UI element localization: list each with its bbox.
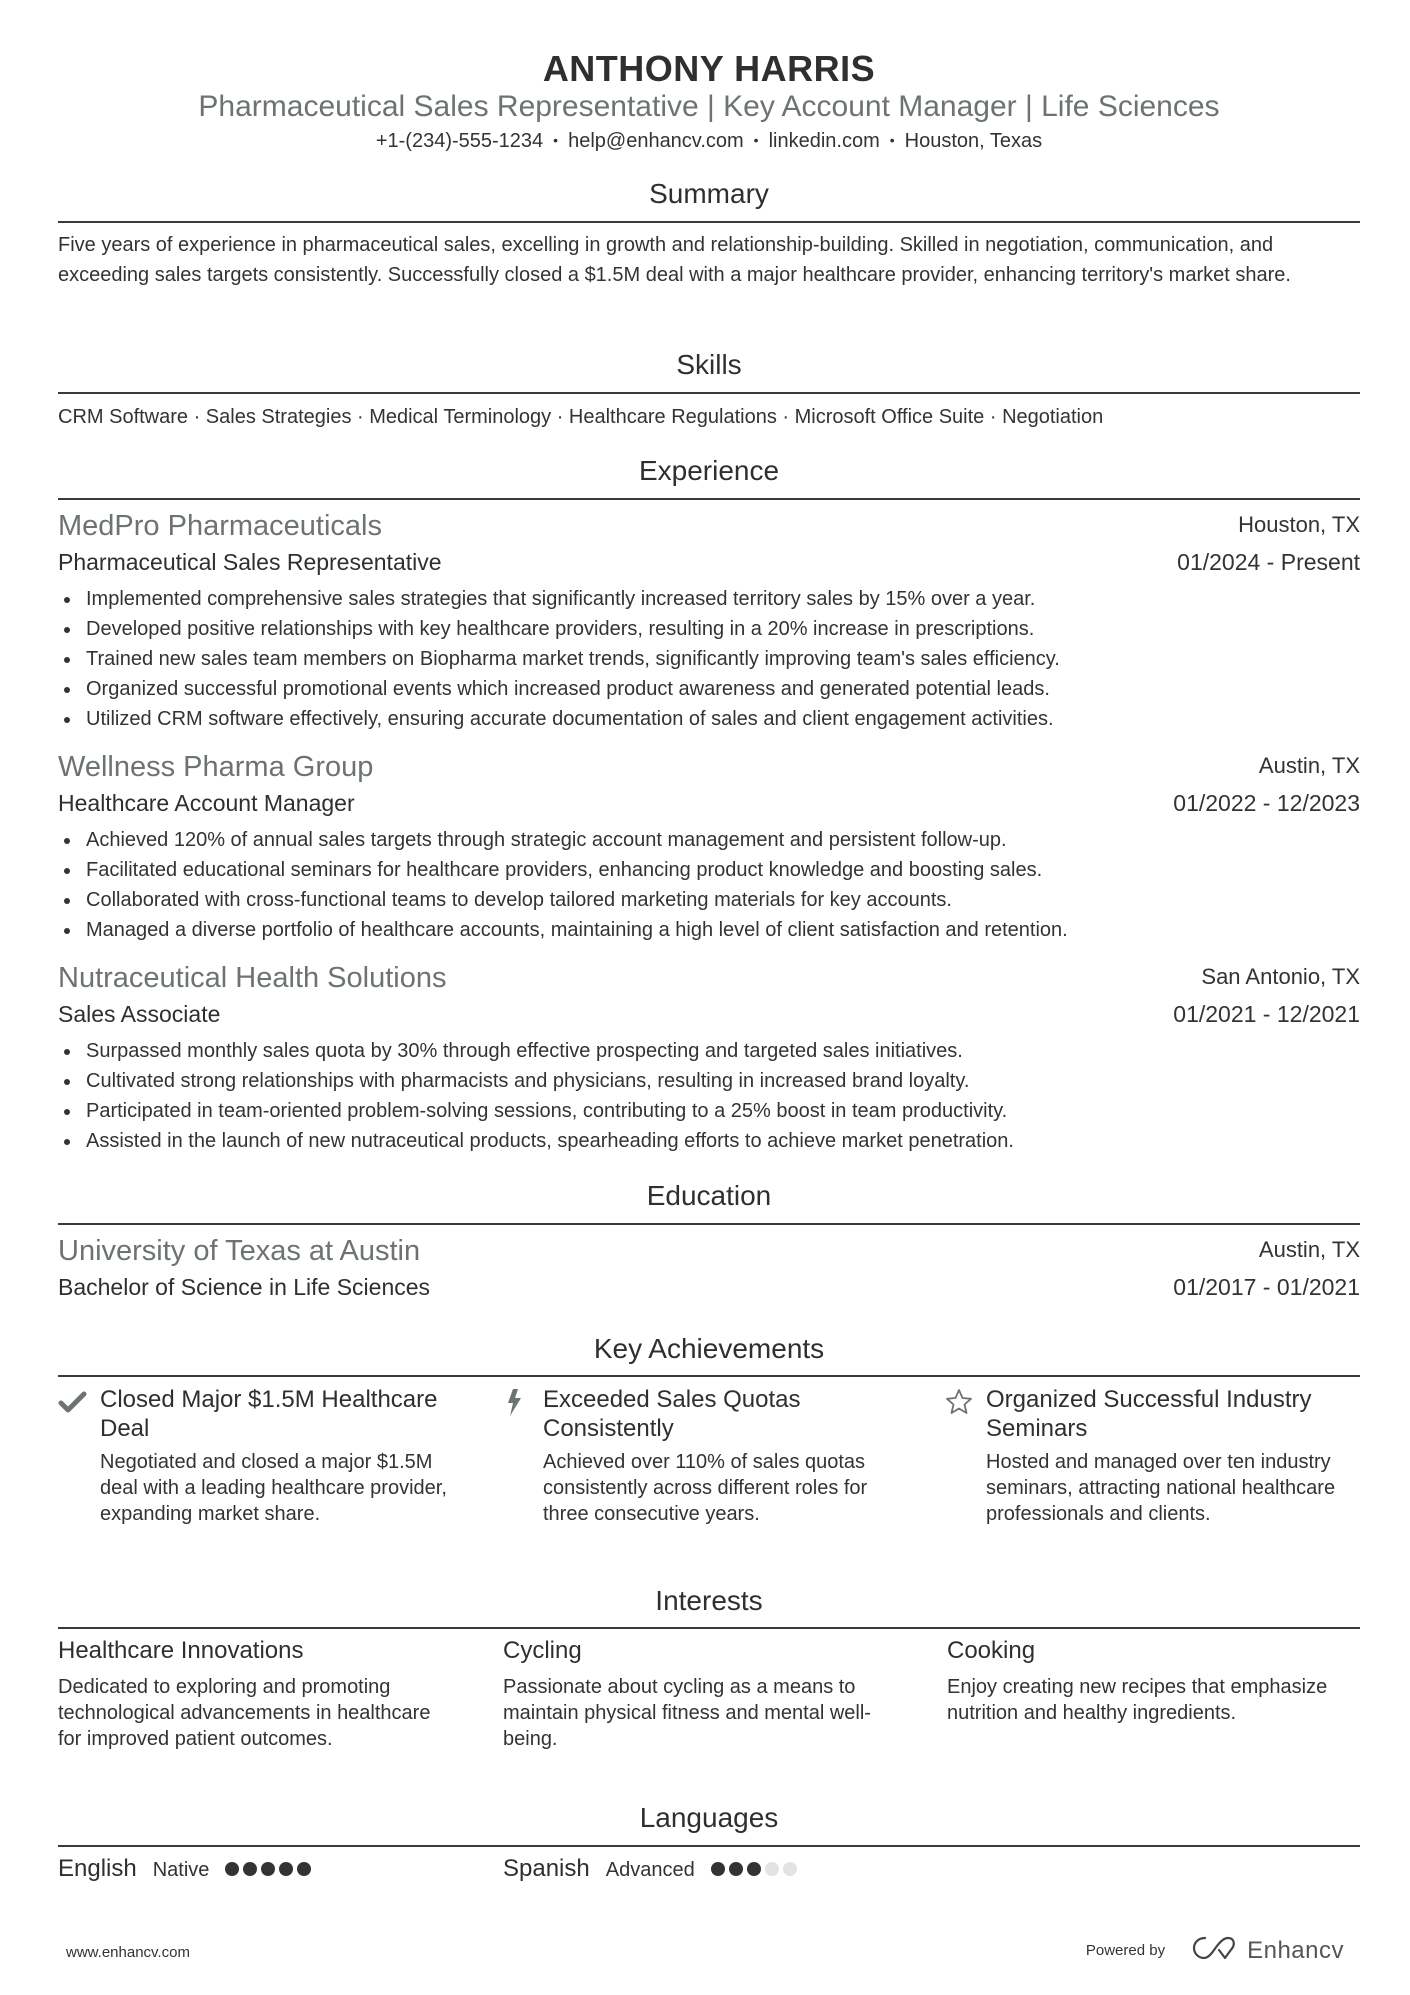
job-location: Houston, TX (1238, 512, 1360, 537)
interest-item (947, 1636, 1347, 1726)
language-name: Spanish (503, 1855, 590, 1882)
job-title: Pharmaceutical Sales Representative (58, 549, 442, 575)
rating-dot-filled (261, 1862, 275, 1876)
achievement-title: Exceeded Sales Quotas Consistently (543, 1386, 801, 1442)
location: Houston, Texas (904, 130, 1043, 152)
achievement-title: Organized Successful Industry Seminars (986, 1386, 1312, 1442)
language-level: Advanced (605, 1859, 695, 1881)
powered-by-label: Powered by (1085, 1942, 1166, 1959)
skills-list: CRM Software · Sales Strategies · Medical Terminology · Healthcare Regulations · Microsoft Office Suite · Negotiation (58, 406, 1104, 428)
bullet-item: Organized successful promotional events which increased product awareness and generated potential leads. (58, 674, 1360, 704)
achievement-title: Closed Major $1.5M Healthcare Deal (100, 1386, 438, 1442)
bullet-item: Implemented comprehensive sales strategies that significantly increased territory sales by 15% over a year. (58, 584, 1360, 614)
interest-item (58, 1636, 458, 1752)
section-title-education: Education (646, 1180, 772, 1211)
bullet-item: Cultivated strong relationships with pharmacists and physicians, resulting in increased brand loyalty. (58, 1066, 1360, 1096)
section-title-skills: Skills (676, 349, 742, 380)
job-bullets (58, 584, 1360, 734)
section-title-summary: Summary (649, 178, 769, 209)
proficiency-rating (711, 1862, 797, 1876)
interest-title: Cycling (503, 1637, 582, 1664)
interest-title: Healthcare Innovations (58, 1637, 304, 1664)
job-dates: 01/2024 - Present (1177, 549, 1360, 575)
divider (58, 1845, 1360, 1847)
proficiency-rating (225, 1862, 311, 1876)
interest-item (503, 1636, 903, 1752)
summary-text: Five years of experience in pharmaceutical sales, excelling in growth and relationship-building. Skilled in negotiation, communication, and exceeding sales targets consistently. Successfully closed a $1.5M deal with a major healthcare provider, enhancing territory's market share. (58, 234, 1291, 286)
divider (58, 1375, 1360, 1377)
achievement-description: Negotiated and closed a major $1.5M deal with a leading healthcare provider, expanding market share. (100, 1451, 447, 1525)
phone: +1-(234)-555-1234 (375, 130, 544, 152)
footer-website-link[interactable]: www.enhancv.com (66, 1944, 190, 1961)
job-location: San Antonio, TX (1201, 964, 1360, 989)
star-outline-icon (944, 1387, 974, 1417)
brand-name: Enhancv (1247, 1936, 1344, 1964)
bullet-item: Utilized CRM software effectively, ensuring accurate documentation of sales and client engagement activities. (58, 704, 1360, 734)
interest-description: Passionate about cycling as a means to maintain physical fitness and mental well-being. (503, 1676, 871, 1750)
job-dates: 01/2021 - 12/2021 (1173, 1001, 1360, 1027)
section-title-experience: Experience (638, 455, 780, 486)
rating-dot-filled (279, 1862, 293, 1876)
interest-description: Dedicated to exploring and promoting technological advancements in healthcare for improved patient outcomes. (58, 1676, 431, 1750)
divider (58, 221, 1360, 223)
section-title-languages: Languages (639, 1802, 779, 1833)
divider (58, 498, 1360, 500)
bullet-item: Trained new sales team members on Biopharma market trends, significantly improving team's sales efficiency. (58, 644, 1360, 674)
job-title: Sales Associate (58, 1001, 221, 1027)
job-bullets (58, 1036, 1360, 1156)
footer-branding[interactable] (1086, 1934, 1344, 1967)
bullet-item: Collaborated with cross-functional teams to develop tailored marketing materials for key accounts. (58, 885, 1360, 915)
company-name: Nutraceutical Health Solutions (58, 962, 447, 994)
candidate-name: ANTHONY HARRIS (542, 48, 876, 89)
rating-dot-empty (765, 1862, 779, 1876)
rating-dot-empty (783, 1862, 797, 1876)
linkedin-link[interactable]: linkedin.com (768, 130, 880, 152)
language-level: Native (152, 1859, 210, 1881)
degree: Bachelor of Science in Life Sciences (58, 1274, 431, 1300)
candidate-headline: Pharmaceutical Sales Representative | Key Account Manager | Life Sciences (198, 90, 1220, 123)
rating-dot-filled (297, 1862, 311, 1876)
school-location: Austin, TX (1258, 1237, 1360, 1262)
section-title-interests: Interests (655, 1585, 763, 1616)
rating-dot-filled (729, 1862, 743, 1876)
education-dates: 01/2017 - 01/2021 (1173, 1274, 1360, 1300)
divider (58, 1627, 1360, 1629)
email-link[interactable]: help@enhancv.com (568, 130, 744, 152)
lightning-bolt-icon (501, 1387, 531, 1417)
bullet-item: Surpassed monthly sales quota by 30% through effective prospecting and targeted sales initiatives. (58, 1036, 1360, 1066)
separator-dot: • (553, 132, 559, 148)
section-title-achievements: Key Achievements (593, 1333, 825, 1364)
rating-dot-filled (225, 1862, 239, 1876)
company-name: Wellness Pharma Group (58, 751, 374, 783)
bullet-item: Developed positive relationships with key healthcare providers, resulting in a 20% increase in prescriptions. (58, 614, 1360, 644)
separator-dot: • (753, 132, 759, 148)
divider (58, 1223, 1360, 1225)
rating-dot-filled (243, 1862, 257, 1876)
rating-dot-filled (747, 1862, 761, 1876)
bullet-item: Achieved 120% of annual sales targets through strategic account management and persistent follow-up. (58, 825, 1360, 855)
enhancv-logo-icon (1191, 1934, 1237, 1967)
achievement-description: Hosted and managed over ten industry seminars, attracting national healthcare professionals and clients. (986, 1451, 1336, 1525)
bullet-item: Facilitated educational seminars for healthcare providers, enhancing product knowledge and boosting sales. (58, 855, 1360, 885)
bullet-item: Participated in team-oriented problem-solving sessions, contributing to a 25% boost in team productivity. (58, 1096, 1360, 1126)
school-name: University of Texas at Austin (58, 1235, 421, 1267)
achievement-description: Achieved over 110% of sales quotas consistently across different roles for three consecutive years. (543, 1451, 868, 1525)
rating-dot-filled (711, 1862, 725, 1876)
contact-info (58, 130, 1360, 153)
separator-dot: • (889, 132, 895, 148)
bullet-item: Managed a diverse portfolio of healthcare accounts, maintaining a high level of client satisfaction and retention. (58, 915, 1360, 945)
job-title: Healthcare Account Manager (58, 790, 355, 816)
divider (58, 392, 1360, 394)
language-name: English (58, 1855, 137, 1882)
job-dates: 01/2022 - 12/2023 (1173, 790, 1360, 816)
language-item (503, 1855, 797, 1883)
bullet-item: Assisted in the launch of new nutraceutical products, spearheading efforts to achieve market penetration. (58, 1126, 1360, 1156)
language-item (58, 1855, 311, 1883)
job-bullets (58, 825, 1360, 945)
checkmark-icon (58, 1387, 88, 1417)
interest-title: Cooking (947, 1637, 1036, 1664)
company-name: MedPro Pharmaceuticals (58, 510, 382, 542)
job-location: Austin, TX (1258, 753, 1360, 778)
interest-description: Enjoy creating new recipes that emphasize nutrition and healthy ingredients. (947, 1676, 1328, 1724)
